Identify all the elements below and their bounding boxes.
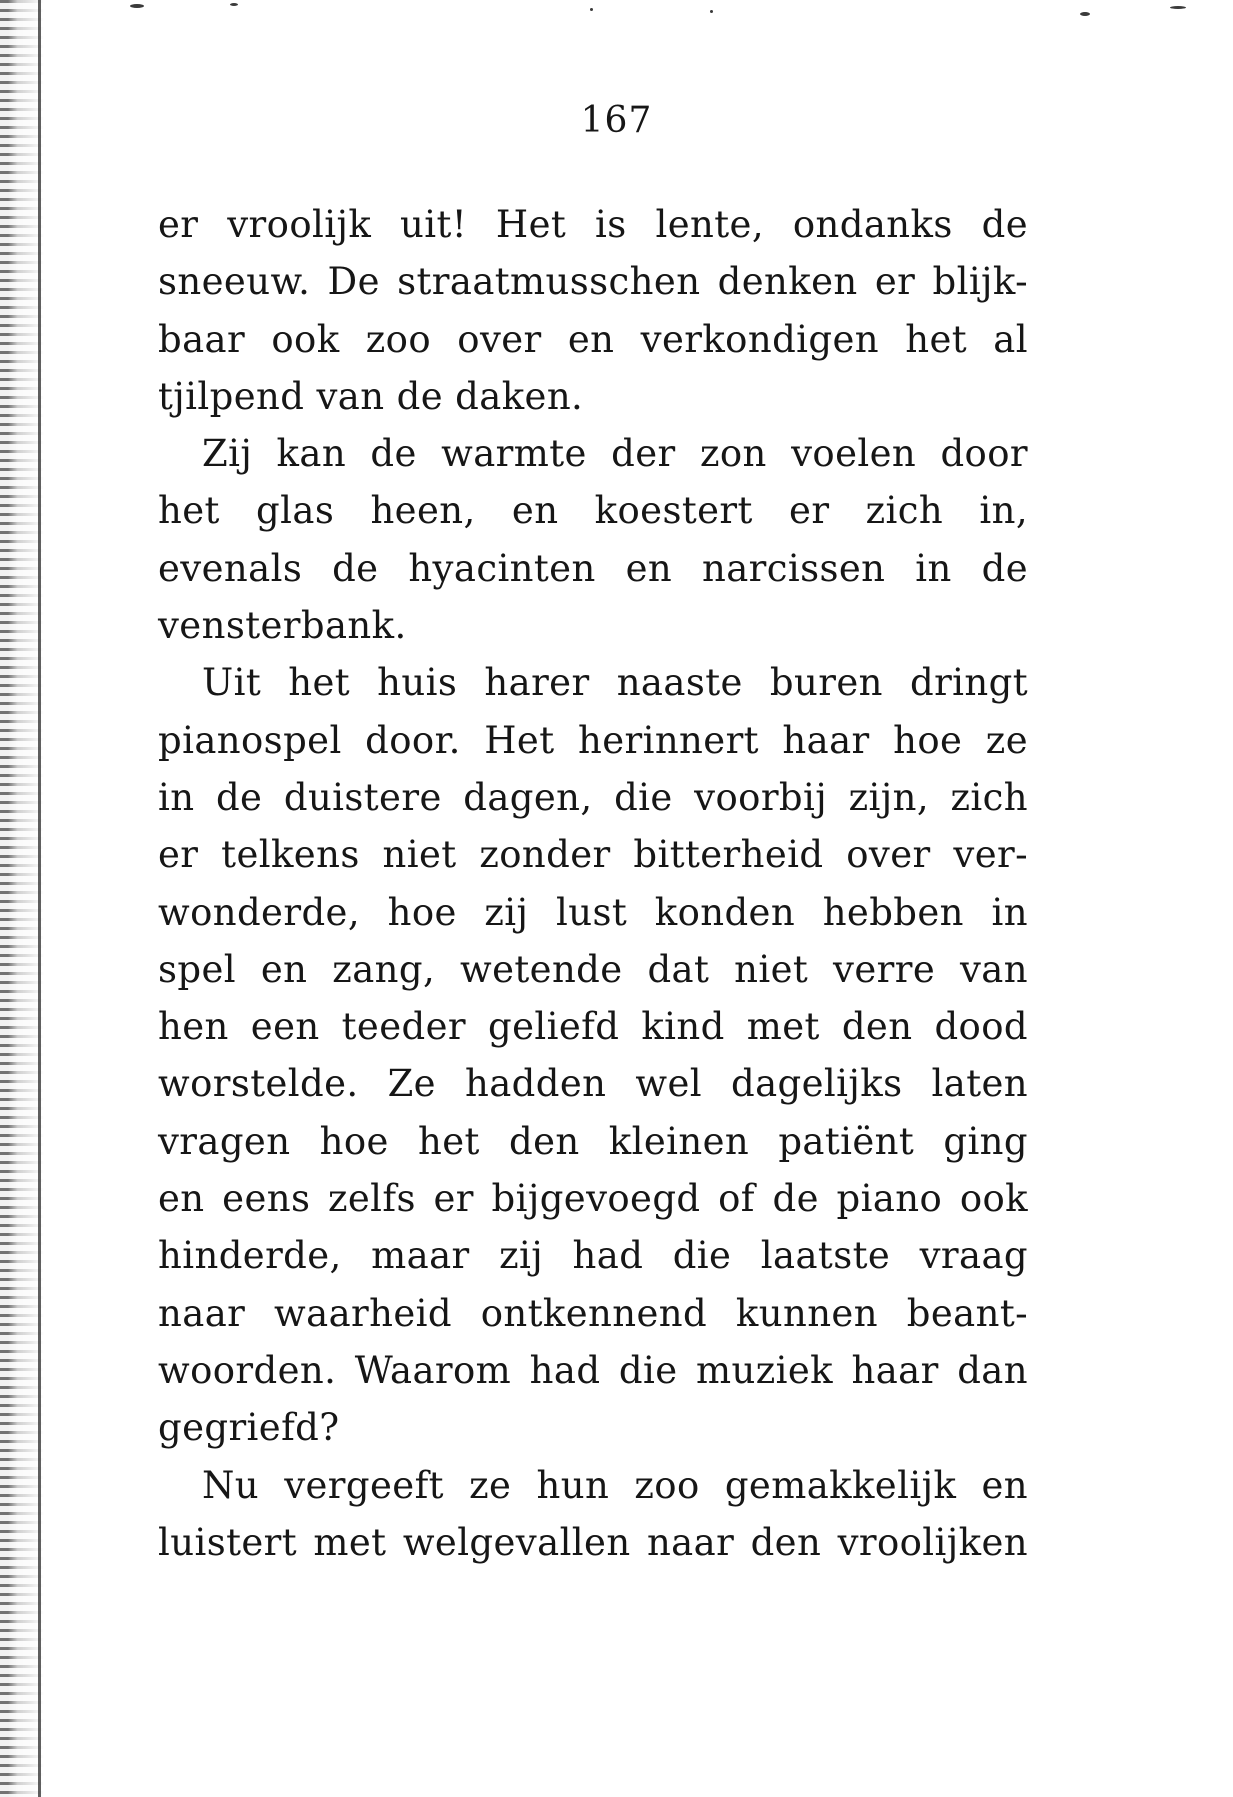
text-line: er telkens niet zonder bitterheid over ver-: [158, 833, 1028, 877]
text-line: luistert met welgevallen naar den vroolijken: [158, 1520, 1028, 1564]
text-line: en eens zelfs er bijgevoegd of de piano ook: [158, 1177, 1028, 1221]
text-line: Nu vergeeft ze hun zoo gemakkelijk en: [202, 1463, 1028, 1507]
text-line: tjilpend van de daken.: [158, 374, 584, 418]
text-line: in de duistere dagen, die voorbij zijn, zich: [158, 775, 1028, 819]
speck: [710, 10, 713, 13]
text-line: het glas heen, en koestert er zich in,: [158, 489, 1028, 533]
body-text: [158, 196, 1028, 1571]
text-line: er vroolijk uit! Het is lente, ondanks de: [158, 203, 1028, 246]
page-number: 167: [580, 100, 653, 141]
text-line: vragen hoe het den kleinen patiënt ging: [158, 1119, 1028, 1163]
text-line: spel en zang, wetende dat niet verre van: [158, 947, 1028, 991]
text-line: Uit het huis harer naaste buren dringt: [202, 661, 1028, 705]
text-line: gegriefd?: [158, 1406, 340, 1450]
binding-shadow-line: [38, 0, 41, 1797]
text-line: pianospel door. Het herinnert haar hoe ze: [158, 718, 1028, 762]
text-line: hen een teeder geliefd kind met den dood: [158, 1005, 1028, 1049]
text-line: evenals de hyacinten en narcissen in de: [158, 546, 1028, 590]
text-line: naar waarheid ontkennend kunnen beant-: [158, 1291, 1028, 1335]
text-line: sneeuw. De straatmusschen denken er blijk-: [158, 260, 1028, 304]
speck: [130, 4, 144, 8]
speck: [1170, 6, 1186, 9]
text-line: vensterbank.: [158, 604, 407, 648]
text-line: hinderde, maar zij had die laatste vraag: [158, 1234, 1028, 1278]
text-line: worstelde. Ze hadden wel dagelijks laten: [158, 1062, 1028, 1106]
text-line: woorden. Waarom had die muziek haar dan: [158, 1348, 1028, 1392]
text-line: Zij kan de warmte der zon voelen door: [202, 432, 1028, 476]
text-line: baar ook zoo over en verkondigen het al: [158, 317, 1028, 361]
text-line: wonderde, hoe zij lust konden hebben in: [158, 890, 1028, 934]
speck: [590, 8, 593, 11]
scan-specks: [130, 0, 1210, 22]
speck: [230, 3, 238, 6]
speck: [1080, 12, 1090, 16]
